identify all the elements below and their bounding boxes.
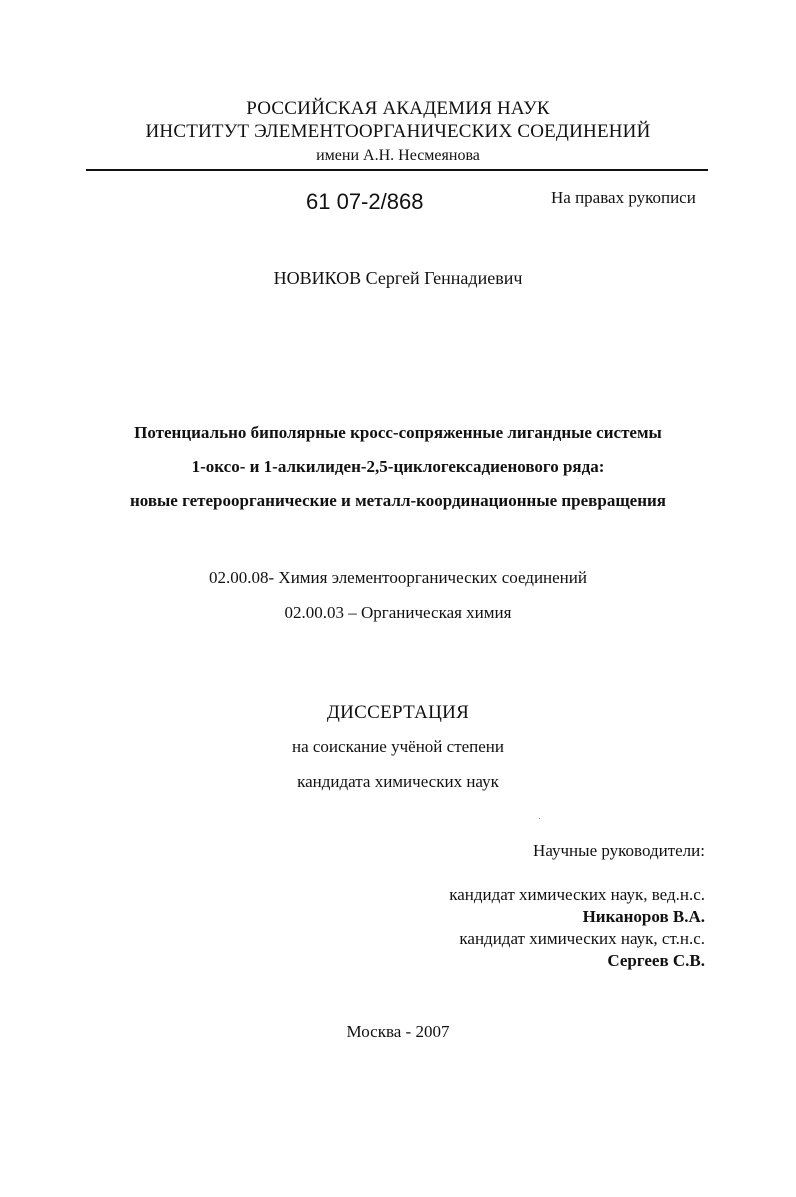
title-line-2: 1-оксо- и 1-алкилиден-2,5-циклогексадиенового ряда: bbox=[191, 457, 605, 476]
supervisor-1-name: Никаноров В.А. bbox=[582, 907, 705, 926]
scan-speck bbox=[539, 818, 540, 819]
specialty-2: 02.00.03 – Органическая химия bbox=[284, 603, 512, 622]
manuscript-rights-note: На правах рукописи bbox=[551, 188, 696, 207]
degree-line-1: на соискание учёной степени bbox=[291, 737, 505, 756]
specialty-1: 02.00.08- Химия элементоорганических соединений bbox=[209, 568, 587, 587]
degree-line-2: кандидата химических наук bbox=[297, 772, 499, 791]
institute-honorific: имени А.Н. Несмеянова bbox=[316, 147, 480, 164]
institute-name: ИНСТИТУТ ЭЛЕМЕНТООРГАНИЧЕСКИХ СОЕДИНЕНИЙ bbox=[145, 121, 651, 142]
place-and-year: Москва - 2007 bbox=[346, 1022, 450, 1041]
author-name: НОВИКОВ Сергей Геннадиевич bbox=[273, 268, 523, 288]
document-code: 61 07-2/868 bbox=[306, 189, 424, 214]
supervisors-heading: Научные руководители: bbox=[533, 841, 705, 860]
supervisor-1-degree: кандидат химических наук, вед.н.с. bbox=[449, 885, 705, 904]
title-line-1: Потенциально биполярные кросс-сопряженные лигандные системы bbox=[134, 423, 662, 442]
supervisor-2-degree: кандидат химических наук, ст.н.с. bbox=[459, 929, 705, 948]
dissertation-heading: ДИССЕРТАЦИЯ bbox=[326, 702, 470, 723]
academy-name: РОССИЙСКАЯ АКАДЕМИЯ НАУК bbox=[246, 98, 550, 119]
header-divider bbox=[86, 169, 708, 171]
supervisor-2-name: Сергеев С.В. bbox=[607, 951, 705, 970]
title-line-3: новые гетероорганические и металл-координационные превращения bbox=[129, 491, 666, 510]
